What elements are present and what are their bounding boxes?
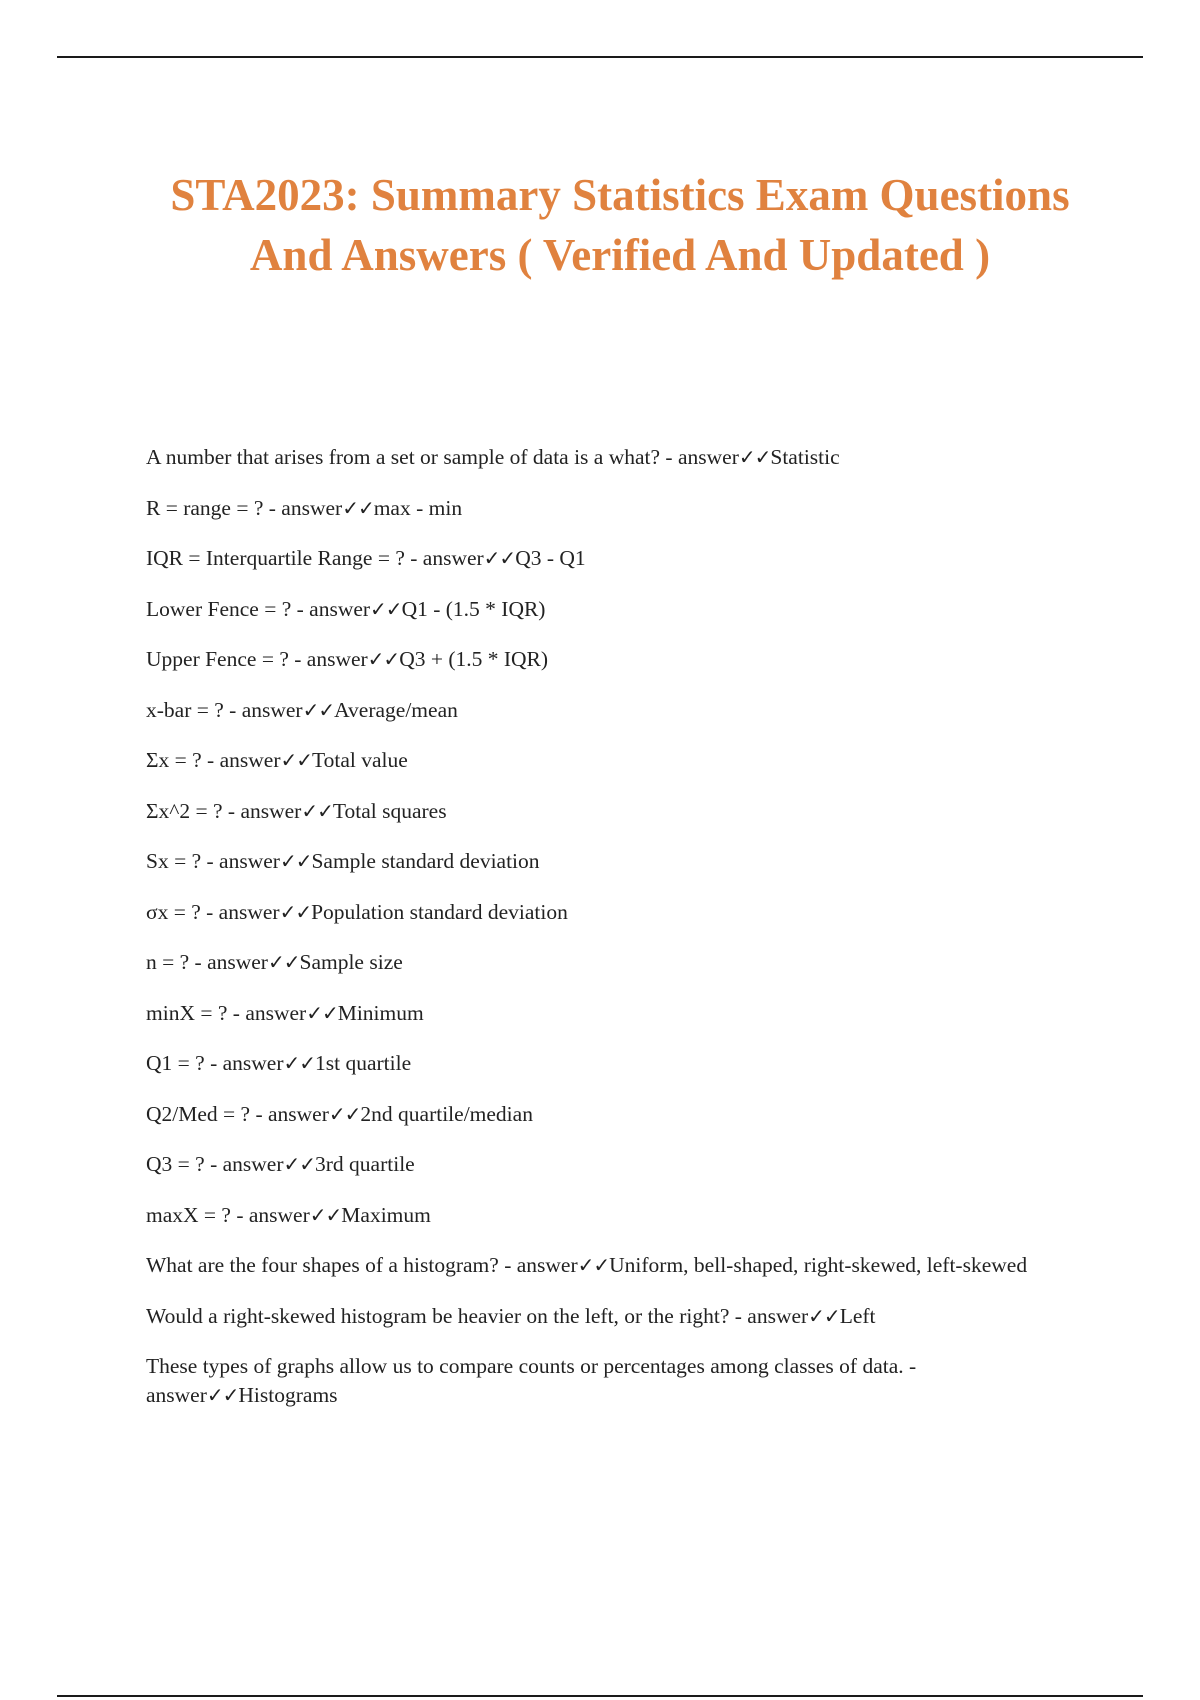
qa-item [146,797,1086,826]
document-title: STA2023: Summary Statistics Exam Questions And Answers ( Verified And Updated ) [170,170,1070,280]
qa-item [146,544,1086,573]
question-text: n = ? - [146,950,208,974]
check-icon: ✓✓ [306,1000,338,1025]
answer-label: answer [219,849,280,873]
check-icon: ✓✓ [342,495,374,520]
question-text: Σx = ? - [146,748,220,772]
answer-label: answer [306,647,368,671]
answer-text: Statistic [770,445,840,469]
qa-item [146,1201,1086,1230]
qa-item [146,1352,1086,1410]
qa-list [146,443,1086,1432]
question-text: Sx = ? - [146,849,220,873]
question-text: R = range = ? - [146,495,282,520]
answer-label: answer [222,1051,284,1075]
qa-item [146,1150,1086,1179]
answer-text: max - min [373,495,463,520]
answer-label: answer [218,899,280,924]
answer-label: answer [309,596,371,621]
answer-text: 3rd quartile [315,1152,415,1176]
answer-label: answer [248,1202,310,1227]
answer-text: Minimum [337,1000,424,1025]
qa-item [146,645,1086,674]
qa-item [146,746,1086,775]
check-icon: ✓✓ [808,1303,840,1328]
question-text: These types of graphs allow us to compare counts or percentages among classes of data. - [146,1354,917,1378]
check-icon: ✓✓ [279,899,312,924]
question-text: Upper Fence = ? - [146,647,307,671]
answer-label: answer [245,1000,307,1025]
qa-item [146,696,1086,725]
answer-label: answer [516,1253,578,1277]
qa-item [146,1302,1086,1331]
question-text: Lower Fence = ? - [146,596,310,621]
question-text: x-bar = ? - [146,697,242,722]
answer-text: Total value [312,748,408,772]
question-text: Q3 = ? - [146,1152,223,1176]
answer-label: answer [677,445,739,469]
question-text: maxX = ? - [146,1202,249,1227]
qa-item [146,1100,1086,1129]
qa-item [146,494,1086,523]
check-icon: ✓✓ [280,748,312,772]
answer-label: answer [219,748,281,772]
qa-item [146,1251,1086,1280]
answer-label: answer [240,798,302,823]
qa-item [146,847,1086,876]
check-icon: ✓✓ [283,1051,316,1075]
answer-text: Histograms [238,1383,338,1407]
answer-text: Uniform, bell-shaped, right-skewed, left-skewed [609,1253,1028,1277]
answer-text: 2nd quartile/median [360,1101,533,1126]
answer-text: Sample size [299,950,403,974]
question-text: Σx^2 = ? - [146,798,241,823]
answer-label: answer [268,1101,329,1126]
question-text: A number that arises from a set or sample of data is a what? - [146,445,678,469]
answer-text: Total squares [332,798,447,823]
check-icon: ✓✓ [483,546,516,570]
answer-label: answer [222,1152,284,1176]
qa-item [146,898,1086,927]
top-rule [57,56,1143,58]
answer-text: Q1 - (1.5 * IQR) [401,596,546,621]
answer-text: Sample standard deviation [311,849,540,873]
answer-text: Population standard deviation [311,899,568,924]
check-icon: ✓✓ [309,1202,342,1227]
check-icon: ✓✓ [370,596,402,621]
answer-text: Left [839,1303,876,1328]
qa-item [146,1049,1086,1078]
answer-text: Q3 + (1.5 * IQR) [399,647,549,671]
answer-text: Average/mean [334,697,458,722]
answer-label: answer [207,950,268,974]
check-icon: ✓✓ [267,950,300,974]
question-text: minX = ? - [146,1000,246,1025]
check-icon: ✓✓ [577,1253,610,1277]
check-icon: ✓✓ [301,798,333,823]
question-text: IQR = Interquartile Range = ? - [146,546,423,570]
question-text: Would a right-skewed histogram be heavier on the left, or the right? - [146,1303,748,1328]
qa-item [146,999,1086,1028]
qa-item [146,443,1086,472]
check-icon: ✓✓ [283,1152,316,1176]
answer-text: Maximum [341,1202,431,1227]
check-icon: ✓✓ [738,445,771,469]
answer-text: 1st quartile [315,1051,412,1075]
check-icon: ✓✓ [206,1383,239,1407]
check-icon: ✓✓ [279,849,312,873]
answer-label: answer [281,495,343,520]
qa-item [146,948,1086,977]
question-text: Q1 = ? - [146,1051,223,1075]
question-text: σx = ? - [146,899,219,924]
question-text: Q2/Med = ? - [146,1101,268,1126]
qa-item [146,595,1086,624]
check-icon: ✓✓ [302,697,335,722]
check-icon: ✓✓ [328,1101,361,1126]
answer-label: answer [422,546,484,570]
answer-label: answer [146,1383,207,1407]
answer-label: answer [747,1303,809,1328]
answer-text: Q3 - Q1 [515,546,586,570]
answer-label: answer [241,697,303,722]
check-icon: ✓✓ [367,647,400,671]
question-text: What are the four shapes of a histogram? - [146,1253,517,1277]
bottom-rule [57,1695,1143,1697]
